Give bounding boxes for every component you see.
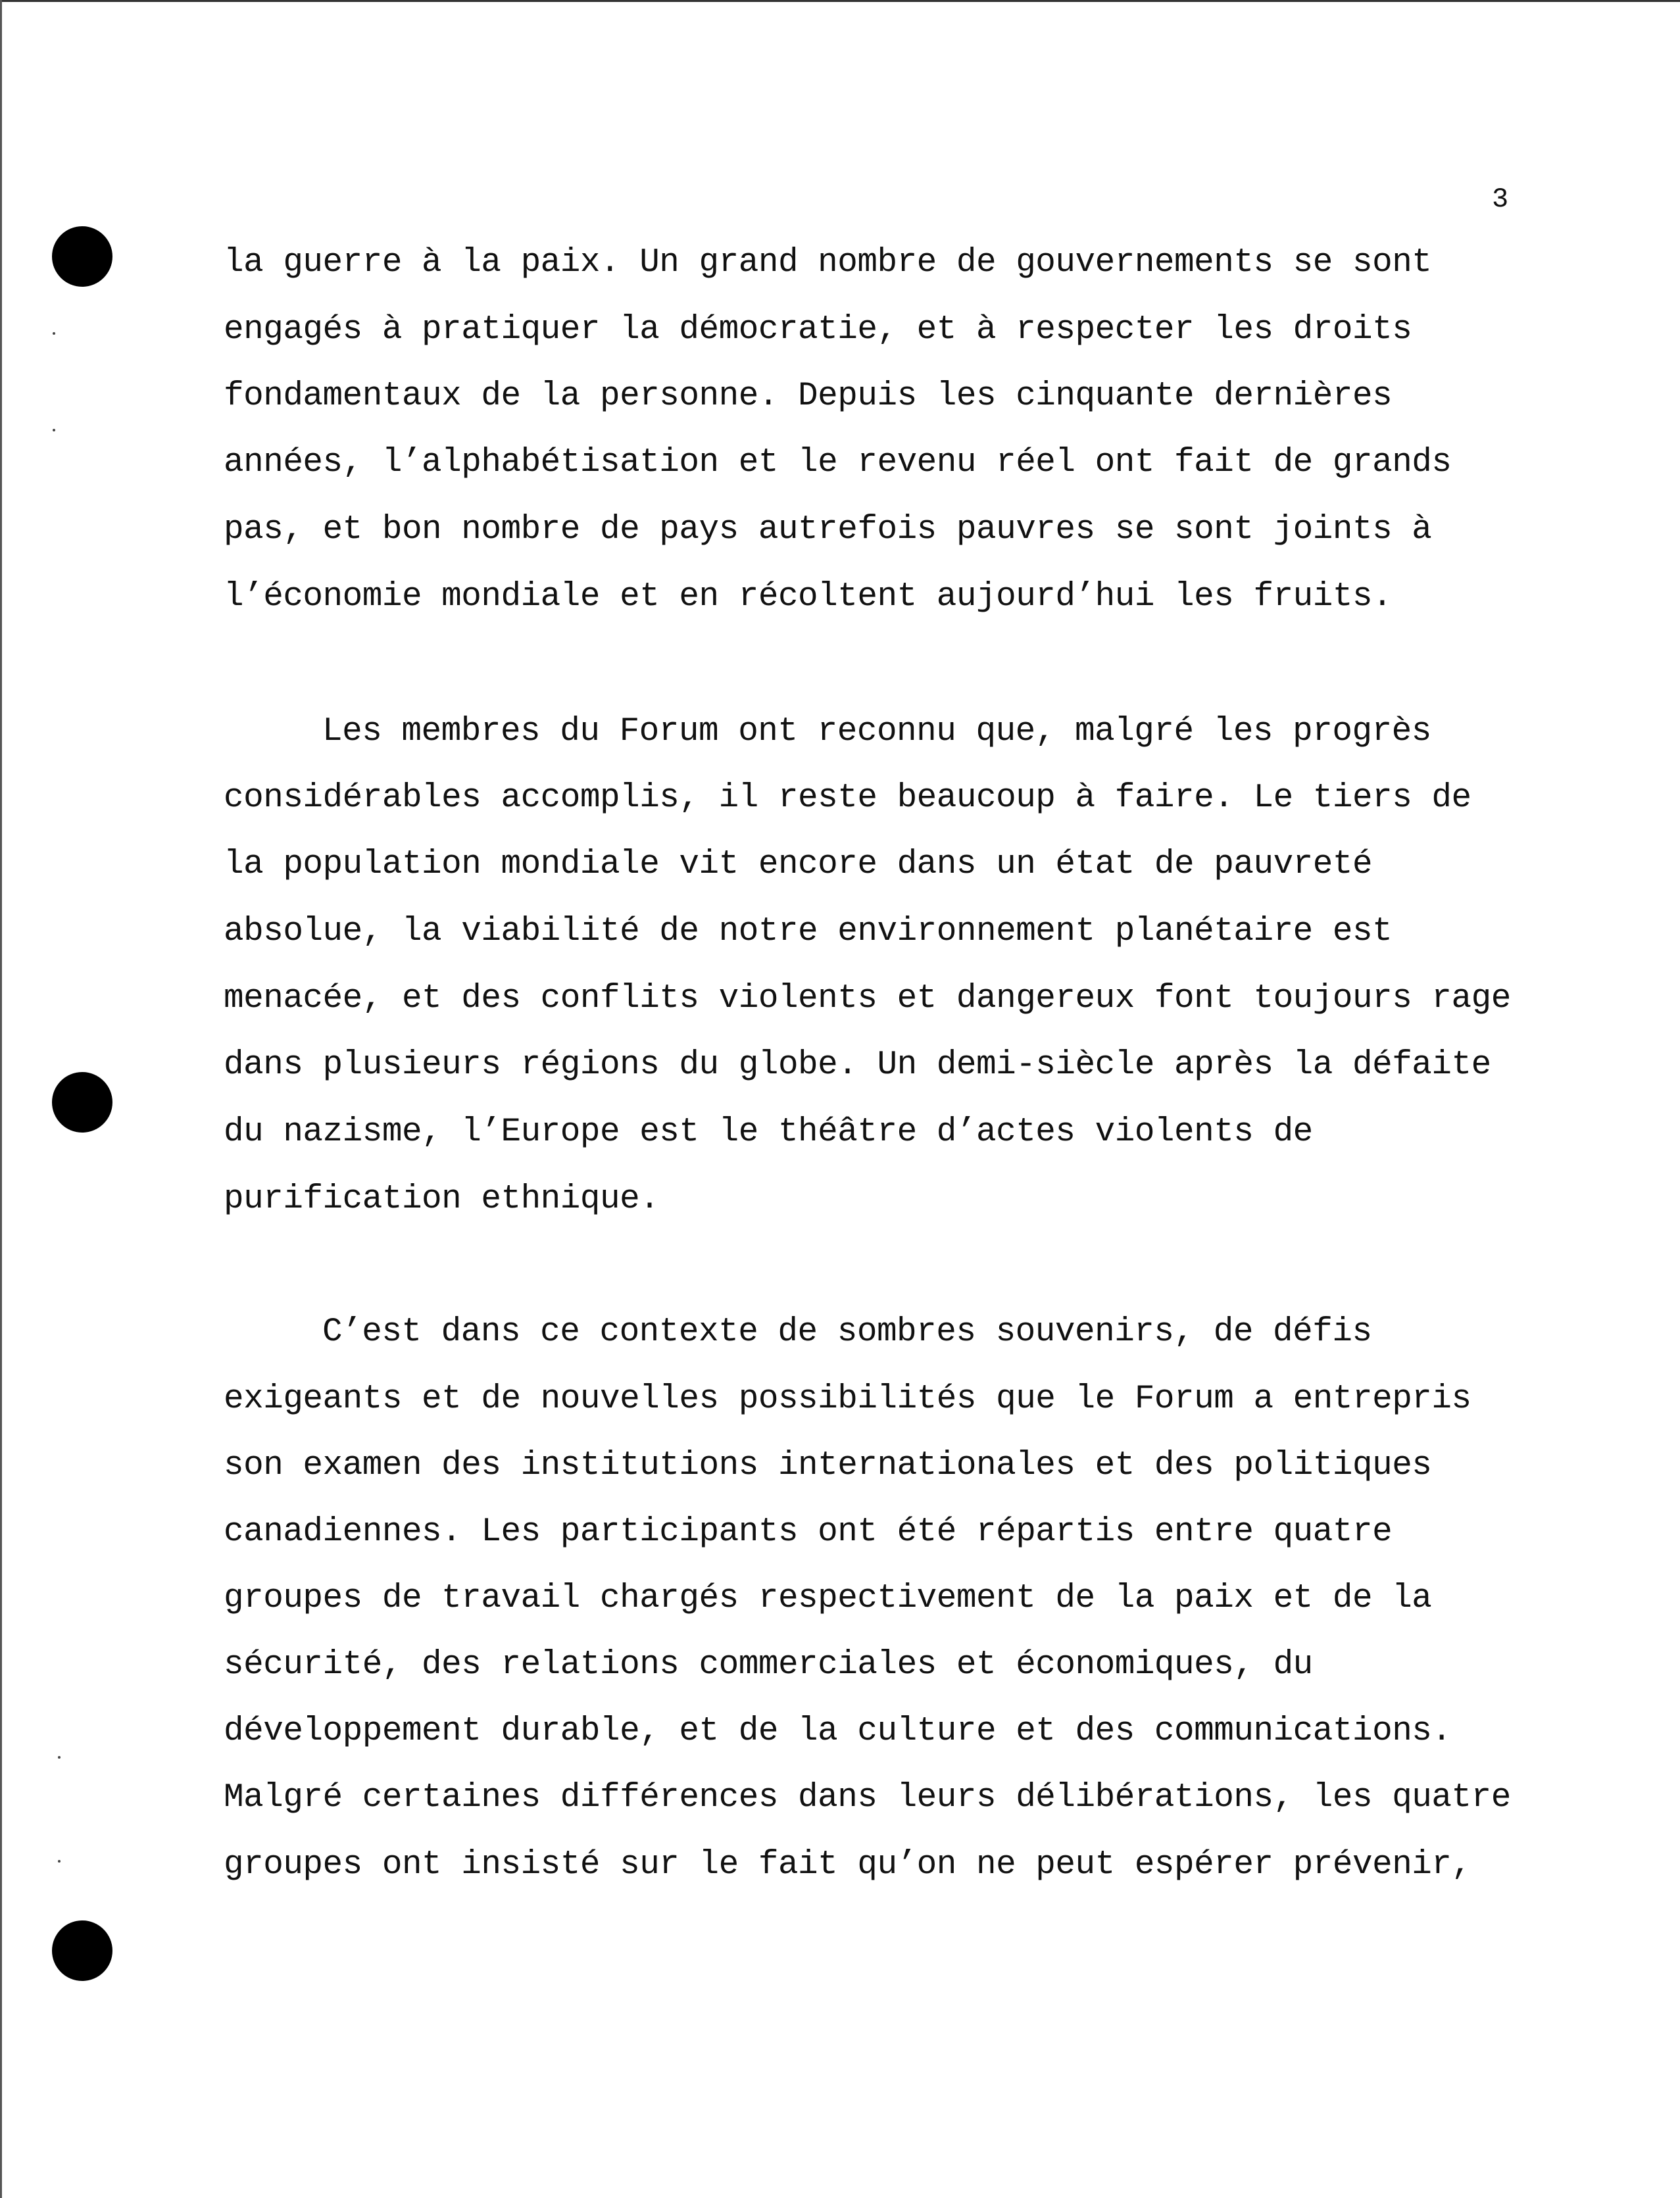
- scan-speck: [53, 332, 55, 335]
- text-line: purification ethnique.: [224, 1181, 660, 1218]
- punch-hole: [52, 1072, 112, 1133]
- page-number: 3: [1492, 183, 1509, 215]
- text-line: l’économie mondiale et en récoltent aujourd’hui les fruits.: [224, 578, 1393, 616]
- text-line: considérables accomplis, il reste beaucoup à faire. Le tiers de: [224, 779, 1471, 817]
- text-line: du nazisme, l’Europe est le théâtre d’actes violents de: [224, 1113, 1313, 1151]
- text-line: la guerre à la paix. Un grand nombre de gouvernements se sont: [224, 244, 1432, 281]
- text-line: la population mondiale vit encore dans un état de pauvreté: [224, 846, 1373, 883]
- scan-top-edge: [0, 0, 1680, 2]
- text-line: absolue, la viabilité de notre environnement planétaire est: [224, 913, 1393, 950]
- text-line: engagés à pratiquer la démocratie, et à respecter les droits: [224, 311, 1412, 349]
- scan-left-edge: [0, 0, 2, 2198]
- text-line: exigeants et de nouvelles possibilités que le Forum a entrepris: [224, 1380, 1471, 1418]
- text-line: dans plusieurs régions du globe. Un demi-siècle après la défaite: [224, 1046, 1491, 1084]
- text-line: pas, et bon nombre de pays autrefois pauvres se sont joints à: [224, 511, 1432, 549]
- text-line: canadiennes. Les participants ont été répartis entre quatre: [224, 1513, 1393, 1551]
- scan-speck: [53, 429, 55, 431]
- punch-hole: [52, 1920, 112, 1981]
- text-line: fondamentaux de la personne. Depuis les cinquante dernières: [224, 378, 1393, 415]
- text-line: C’est dans ce contexte de sombres souvenirs, de défis: [322, 1313, 1372, 1351]
- text-line: Malgré certaines différences dans leurs délibérations, les quatre: [224, 1779, 1511, 1817]
- text-line: sécurité, des relations commerciales et économiques, du: [224, 1646, 1313, 1684]
- scan-speck: [58, 1756, 61, 1759]
- text-line: son examen des institutions internationales et des politiques: [224, 1447, 1432, 1484]
- scan-speck: [58, 1860, 61, 1863]
- text-line: développement durable, et de la culture et des communications.: [224, 1713, 1452, 1750]
- text-line: Les membres du Forum ont reconnu que, malgré les progrès: [322, 713, 1431, 750]
- text-line: groupes de travail chargés respectivement de la paix et de la: [224, 1580, 1432, 1617]
- text-line: années, l’alphabétisation et le revenu réel ont fait de grands: [224, 444, 1452, 481]
- punch-hole: [52, 226, 112, 287]
- text-line: menacée, et des conflits violents et dangereux font toujours rage: [224, 980, 1511, 1017]
- text-line: groupes ont insisté sur le fait qu’on ne peut espérer prévenir,: [224, 1846, 1471, 1884]
